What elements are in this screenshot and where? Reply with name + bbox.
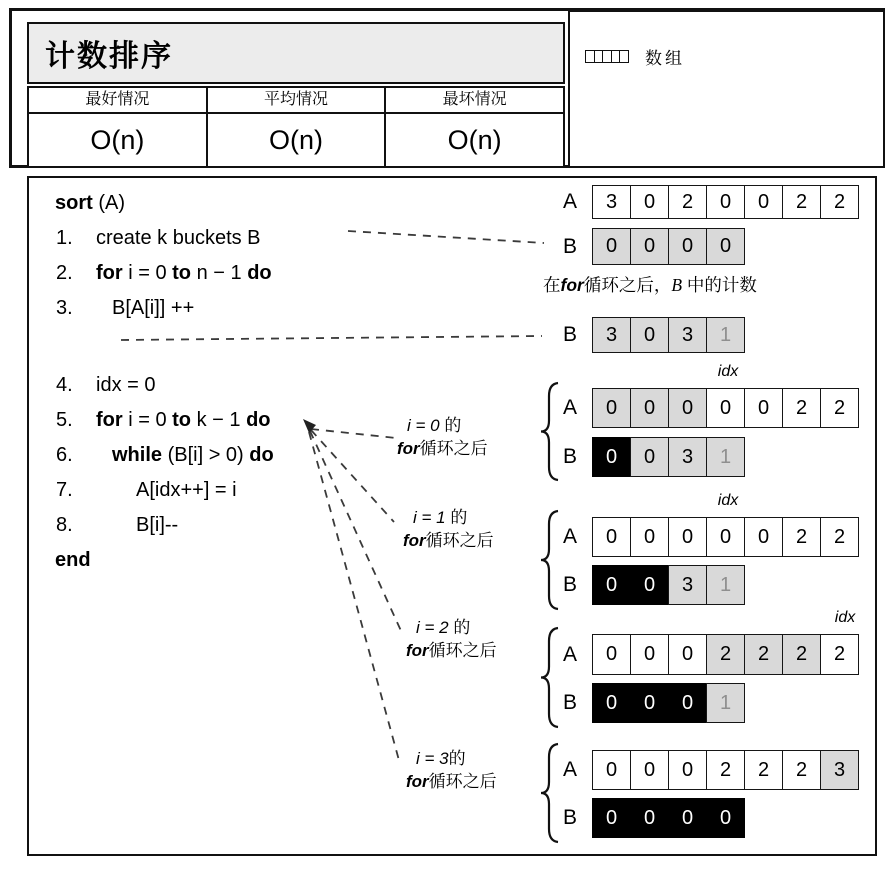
array-cell: 0	[630, 683, 669, 723]
array-cell: 0	[630, 750, 669, 790]
array-cell: 0	[744, 517, 783, 557]
array-row-b-counts	[556, 317, 745, 353]
iteration-label: i = 3的 for循环之后	[406, 749, 497, 791]
array-cell: 0	[630, 185, 669, 219]
array-row-a-after-i2	[556, 634, 859, 675]
array-cell: 1	[706, 437, 745, 477]
array-cell: 0	[630, 317, 669, 353]
array-cell: 0	[706, 185, 745, 219]
array-cell: 3	[668, 565, 707, 605]
array-cell: 0	[630, 388, 669, 428]
array-cell: 0	[668, 517, 707, 557]
code-line	[48, 508, 428, 543]
array-name-label: B	[562, 691, 577, 714]
code-line-text: for i = 0 to n − 1 do	[96, 262, 272, 284]
iteration-label: i = 0 的 for循环之后	[397, 416, 488, 458]
complexity-value: O(n)	[90, 124, 145, 155]
code-line-text: B[i]--	[136, 514, 179, 536]
code-line-number: 7.	[56, 479, 73, 501]
array-cell: 1	[706, 565, 745, 605]
complexity-value: O(n)	[447, 124, 502, 155]
array-row-a-after-i3	[556, 750, 859, 790]
array-cell: 0	[668, 388, 707, 428]
array-row-a-initial	[556, 185, 859, 219]
array-row-b-after-i2	[556, 683, 745, 723]
array-cell: 0	[592, 517, 631, 557]
array-name-label: A	[562, 525, 577, 548]
complexity-header: 平均情况	[208, 88, 385, 114]
array-cell: 2	[820, 634, 859, 675]
array-cell: 0	[668, 634, 707, 675]
title-box	[27, 22, 565, 84]
array-cell: 2	[782, 750, 821, 790]
array-cell: 0	[592, 388, 631, 428]
legend-label: 数组	[645, 49, 685, 68]
code-line	[48, 256, 428, 291]
array-name-label: B	[562, 235, 577, 258]
code-line-text: idx = 0	[96, 374, 156, 396]
array-cell: 0	[668, 228, 707, 265]
code-line-text: A[idx++] = i	[136, 479, 237, 501]
array-name-label: B	[562, 573, 577, 596]
array-name-label: B	[562, 323, 577, 346]
array-cell: 0	[592, 750, 631, 790]
code-line-text: B[A[i]] ++	[112, 297, 195, 319]
idx-marker: idx	[717, 492, 739, 509]
array-row-a-after-i1	[556, 517, 859, 557]
array-row-b-after-i0	[556, 437, 745, 477]
array-cell: 0	[592, 437, 631, 477]
code-line-number: 5.	[56, 409, 73, 431]
array-cell: 0	[630, 798, 669, 838]
code-line	[48, 368, 428, 403]
array-cell: 3	[668, 317, 707, 353]
complexity-col-average	[206, 86, 387, 168]
array-cell: 0	[706, 798, 745, 838]
idx-marker: idx	[717, 363, 739, 380]
array-cell: 2	[744, 750, 783, 790]
array-cell: 0	[592, 228, 631, 265]
code-line-number: 3.	[56, 297, 73, 319]
array-cell: 3	[820, 750, 859, 790]
array-cell: 0	[668, 750, 707, 790]
iteration-label: i = 2 的 for循环之后	[406, 618, 497, 660]
pseudocode-block	[48, 186, 428, 578]
array-cell: 0	[630, 565, 669, 605]
array-cell: 0	[630, 634, 669, 675]
code-line	[48, 291, 428, 326]
array-cell: 0	[706, 228, 745, 265]
code-line	[48, 221, 428, 256]
pseudocode-lines	[48, 221, 428, 543]
code-line-number: 8.	[56, 514, 73, 536]
array-cell: 2	[782, 388, 821, 428]
code-line-text: while (B[i] > 0) do	[112, 444, 274, 466]
array-row-b-after-i3	[556, 798, 745, 838]
array-cell: 3	[668, 437, 707, 477]
array-name-label: A	[562, 758, 577, 781]
array-cell: 2	[820, 517, 859, 557]
complexity-col-best	[27, 86, 208, 168]
array-row-b-empty	[556, 228, 745, 265]
array-cell: 0	[592, 634, 631, 675]
array-name-label: B	[562, 445, 577, 468]
array-row-a-after-i0	[556, 388, 859, 428]
array-cell: 2	[782, 634, 821, 675]
array-row-b-after-i1	[556, 565, 745, 605]
array-cell: 0	[630, 437, 669, 477]
array-cell: 0	[668, 683, 707, 723]
array-cell: 0	[592, 683, 631, 723]
array-cell: 0	[592, 565, 631, 605]
array-cell: 1	[706, 683, 745, 723]
array-cell: 2	[706, 634, 745, 675]
array-cell: 3	[592, 185, 631, 219]
array-cell: 2	[782, 517, 821, 557]
array-name-label: B	[562, 806, 577, 829]
code-header: sort (A)	[55, 192, 126, 214]
array-strip-icon	[585, 50, 629, 63]
code-line-number: 4.	[56, 374, 73, 396]
code-line-number: 6.	[56, 444, 73, 466]
code-line-text: create k buckets B	[96, 227, 261, 249]
code-footer: end	[55, 549, 91, 571]
complexity-col-worst	[384, 86, 565, 168]
array-cell: 2	[820, 388, 859, 428]
array-cell: 1	[706, 317, 745, 353]
array-cell: 2	[782, 185, 821, 219]
page-title: 计数排序	[45, 40, 173, 73]
code-line-number: 2.	[56, 262, 73, 284]
code-line	[48, 438, 428, 473]
iteration-label: i = 1 的 for循环之后	[403, 508, 494, 550]
array-cell: 2	[706, 750, 745, 790]
code-line-number: 1.	[56, 227, 73, 249]
array-name-label: A	[562, 643, 577, 666]
array-name-label: A	[562, 396, 577, 419]
array-cell: 0	[706, 388, 745, 428]
array-cell: 3	[592, 317, 631, 353]
array-cell: 0	[668, 798, 707, 838]
complexity-value: O(n)	[269, 124, 323, 155]
code-line-text: for i = 0 to k − 1 do	[96, 409, 271, 431]
code-line	[48, 473, 428, 508]
array-cell: 0	[630, 228, 669, 265]
array-name-label: A	[562, 190, 577, 213]
complexity-header: 最好情况	[29, 88, 206, 114]
complexity-header: 最坏情况	[386, 88, 563, 114]
array-cell: 2	[820, 185, 859, 219]
legend-box	[568, 10, 885, 168]
legend-row	[585, 44, 685, 69]
array-cell: 0	[706, 517, 745, 557]
array-cell: 0	[744, 185, 783, 219]
array-cell: 2	[744, 634, 783, 675]
complexity-table	[27, 86, 565, 168]
b-counts-caption: 在for循环之后，B 中的计数	[543, 275, 757, 295]
array-cell: 0	[592, 798, 631, 838]
idx-marker: idx	[834, 609, 856, 626]
array-cell: 2	[668, 185, 707, 219]
array-cell: 0	[630, 517, 669, 557]
code-line	[48, 403, 428, 438]
array-cell: 0	[744, 388, 783, 428]
